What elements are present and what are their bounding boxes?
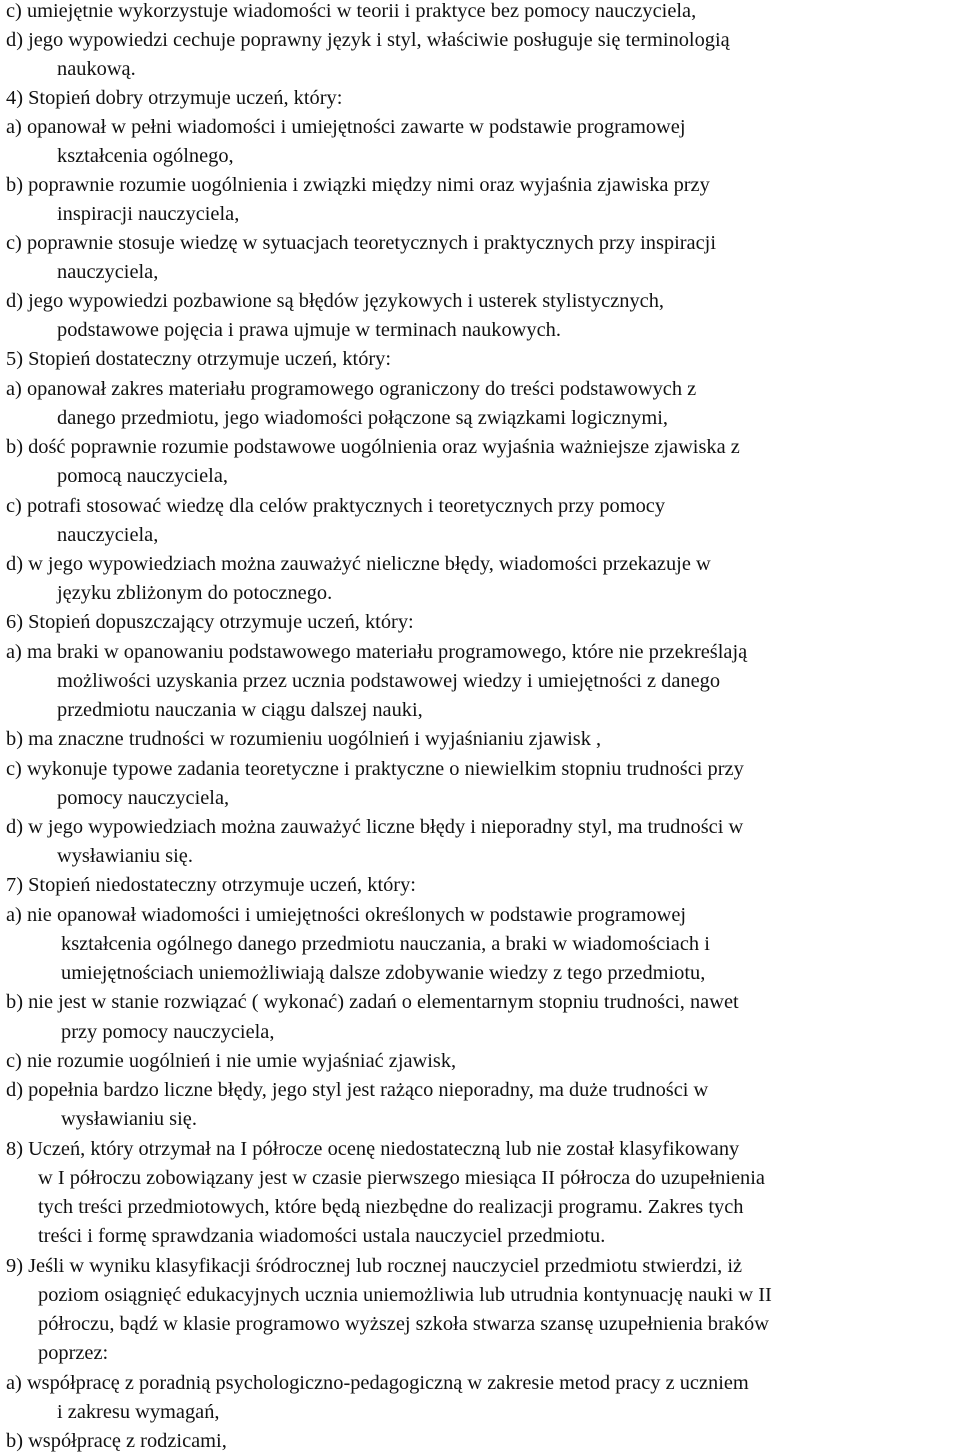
- text-line: c) potrafi stosować wiedzę dla celów praktycznych i teoretycznych przy pomocy: [6, 495, 666, 517]
- text-line: poprzez:: [38, 1342, 109, 1364]
- text-line: 5) Stopień dostateczny otrzymuje uczeń, który:: [6, 348, 392, 370]
- text-line: pomocą nauczyciela,: [57, 465, 228, 487]
- text-line: a) nie opanował wiadomości i umiejętności określonych w podstawie programowej: [6, 904, 687, 926]
- text-line: podstawowe pojęcia i prawa ujmuje w terminach naukowych.: [57, 319, 561, 341]
- text-line: c) poprawnie stosuje wiedzę w sytuacjach teoretycznych i praktycznych przy inspiracji: [6, 232, 716, 254]
- text-line: b) ma znaczne trudności w rozumieniu uogólnień i wyjaśnianiu zjawisk ,: [6, 728, 602, 750]
- text-line: danego przedmiotu, jego wiadomości połączone są związkami logicznymi,: [57, 407, 668, 429]
- text-line: c) nie rozumie uogólnień i nie umie wyjaśniać zjawisk,: [6, 1050, 457, 1072]
- text-line: a) współpracę z poradnią psychologiczno-pedagogiczną w zakresie metod pracy z uczniem: [6, 1372, 749, 1394]
- text-line: 8) Uczeń, który otrzymał na I półrocze ocenę niedostateczną lub nie został klasyfikowany: [6, 1138, 740, 1160]
- text-line: nauczyciela,: [57, 261, 159, 283]
- text-line: d) jego wypowiedzi cechuje poprawny język i styl, właściwie posługuje się terminologią: [6, 29, 730, 51]
- text-line: poziom osiągnięć edukacyjnych ucznia uniemożliwia lub utrudnia kontynuację nauki w II: [38, 1284, 772, 1306]
- text-line: wysławianiu się.: [61, 1108, 197, 1130]
- text-line: d) popełnia bardzo liczne błędy, jego styl jest rażąco nieporadny, ma duże trudności w: [6, 1079, 709, 1101]
- text-line: 4) Stopień dobry otrzymuje uczeń, który:: [6, 87, 343, 109]
- text-line: b) poprawnie rozumie uogólnienia i związki między nimi oraz wyjaśnia zjawiska przy: [6, 174, 710, 196]
- text-line: kształcenia ogólnego danego przedmiotu nauczania, a braki w wiadomościach i: [61, 933, 710, 955]
- text-line: pomocy nauczyciela,: [57, 787, 230, 809]
- text-line: naukową.: [57, 58, 136, 80]
- text-line: treści i formę sprawdzania wiadomości ustala nauczyciel przedmiotu.: [38, 1225, 606, 1247]
- text-line: tych treści przedmiotowych, które będą niezbędne do realizacji programu. Zakres tych: [38, 1196, 744, 1218]
- text-line: języku zbliżonym do potocznego.: [57, 582, 333, 604]
- text-line: c) umiejętnie wykorzystuje wiadomości w teorii i praktyce bez pomocy nauczyciela,: [6, 0, 697, 22]
- text-line: wysławianiu się.: [57, 845, 193, 867]
- text-line: i zakresu wymagań,: [57, 1401, 220, 1423]
- text-line: d) jego wypowiedzi pozbawione są błędów językowych i usterek stylistycznych,: [6, 290, 664, 312]
- text-line: kształcenia ogólnego,: [57, 145, 234, 167]
- text-line: przedmiotu nauczania w ciągu dalszej nauki,: [57, 699, 423, 721]
- text-line: inspiracji nauczyciela,: [57, 203, 240, 225]
- text-line: przy pomocy nauczyciela,: [61, 1021, 275, 1043]
- text-line: w I półroczu zobowiązany jest w czasie pierwszego miesiąca II półrocza do uzupełnienia: [38, 1167, 765, 1189]
- text-line: a) opanował zakres materiału programowego ograniczony do treści podstawowych z: [6, 378, 697, 400]
- text-line: d) w jego wypowiedziach można zauważyć nieliczne błędy, wiadomości przekazuje w: [6, 553, 711, 575]
- text-line: możliwości uzyskania przez ucznia podstawowej wiedzy i umiejętności z danego: [57, 670, 721, 692]
- text-line: d) w jego wypowiedziach można zauważyć liczne błędy i nieporadny styl, ma trudności w: [6, 816, 744, 838]
- text-line: 6) Stopień dopuszczający otrzymuje uczeń, który:: [6, 611, 414, 633]
- text-line: umiejętnościach uniemożliwiają dalsze zdobywanie wiedzy z tego przedmiotu,: [61, 962, 706, 984]
- text-line: półroczu, bądź w klasie programowo wyższej szkoła stwarza szansę uzupełnienia braków: [38, 1313, 769, 1335]
- text-line: 9) Jeśli w wyniku klasyfikacji śródrocznej lub rocznej nauczyciel przedmiotu stwierdzi, iż: [6, 1255, 743, 1277]
- text-line: nauczyciela,: [57, 524, 159, 546]
- text-line: c) wykonuje typowe zadania teoretyczne i praktyczne o niewielkim stopniu trudności przy: [6, 758, 744, 780]
- text-line: b) dość poprawnie rozumie podstawowe uogólnienia oraz wyjaśnia ważniejsze zjawiska z: [6, 436, 740, 458]
- text-line: 7) Stopień niedostateczny otrzymuje uczeń, który:: [6, 874, 416, 896]
- text-line: a) opanował w pełni wiadomości i umiejętności zawarte w podstawie programowej: [6, 116, 686, 138]
- text-line: a) ma braki w opanowaniu podstawowego materiału programowego, które nie przekreślają: [6, 641, 748, 663]
- text-line: b) nie jest w stanie rozwiązać ( wykonać) zadań o elementarnym stopniu trudności, nawet: [6, 991, 739, 1013]
- text-line: b) współpracę z rodzicami,: [6, 1430, 227, 1452]
